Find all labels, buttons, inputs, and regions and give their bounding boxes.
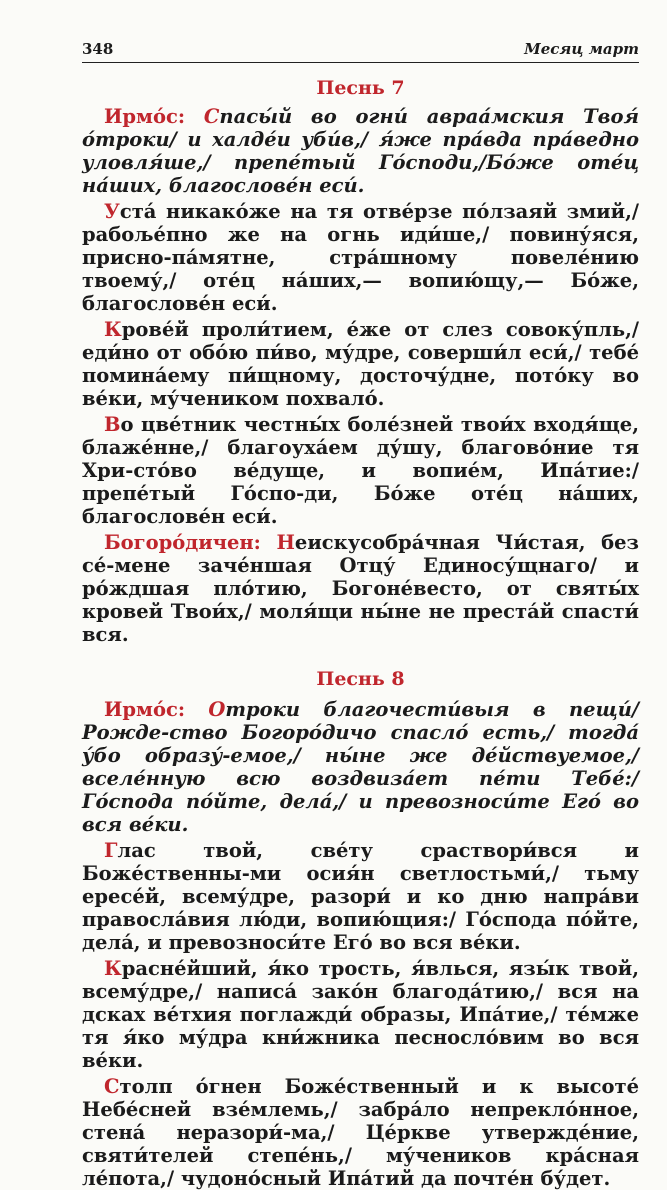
drop-initial: О xyxy=(208,698,226,721)
troparion-text: расне́йший, я́ко трость, я́влься, язы́к твой, всему́дре,/ написа́ зако́н благода́тию,/ вся на дсках ве́тхия поглажди́ образы, Ипа́тие,/ те́мже тя я́ко му́дра кни́жника песносло́вим во вся ве́ки. xyxy=(82,957,639,1072)
irmos-label: Ирмо́с: xyxy=(104,698,186,721)
troparion-text: о цве́тник честны́х боле́зней твои́х входя́ще, блаже́нне,/ благоуха́ем ду́шу, благово́ние тя Хри-сто́во ве́дуще, и вопие́м, Ипа́тие:/ препе́тый Го́спо-ди, Бо́же оте́ц на́ших, благослове́н еси́. xyxy=(82,413,639,528)
theotokion-label: Богоро́дичен: xyxy=(104,531,261,554)
irmos-text: пасы́й во огни́ авраа́мския Твоя́ о́троки/ и халде́и уби́в,/ я́же пра́вда пра́ведно уловля́ше,/ препе́тый Го́споди,/Бо́же оте́ц на́ших, благослове́н еси́. xyxy=(82,105,639,197)
troparion-text: толп о́гнен Боже́ственный и к высоте́ Небе́сней взе́млемь,/ забра́ло непрекло́нное, стена́ неразори́-ма,/ Це́ркве утвержде́ние, святи́телей степе́нь,/ му́чеников кра́сная ле́пота,/ чудоно́сный Ипа́тий да почте́н бу́дет. xyxy=(82,1075,639,1190)
ode-7-irmos xyxy=(82,105,639,197)
irmos-text: троки благочести́выя в пещи́/ Рожде-ство Богоро́дичо спасло́ есть,/ тогда́ у́бо образу́-емое,/ ны́не же де́йствуемое,/ вселе́нную всю воздвиза́ет пе́ти Тебе́:/ Го́спода по́йте, дела́,/ и превозноси́те Его́ во вся ве́ки. xyxy=(82,698,639,836)
theotokion-text: еискусобра́чная Чи́стая, без се́-мене заче́ншая Отцу́ Единосу́щнаго/ и ро́ждшая пло́тию, Богоне́весто, от святы́х кровей Твои́х,/ моля́щи ны́не не преста́й спасти́ вся. xyxy=(82,531,639,646)
troparion-text: рове́й проли́тием, е́же от слез совоку́пль,/ еди́но от обо́ю пи́во, му́дре, соверши́л еси́,/ тебе́ помина́ему пи́щному, досточу́дне, пото́ку во ве́ки, му́чеником похвало́. xyxy=(82,318,639,410)
ode-7-title: Песнь 7 xyxy=(316,77,405,99)
page-number: 348 xyxy=(82,40,114,58)
ode-8-troparion-3 xyxy=(82,1075,639,1190)
ode-7-troparion-1 xyxy=(82,200,639,315)
troparion-text: лас твой, све́ту сраствори́вся и Боже́ственны-ми осия́н светлостьми́,/ тьму ересе́й, всему́дре, разори́ и ко дню напра́ви правосла́вия лю́ди, вопию́щия:/ Го́спода по́йте, дела́, и превозноси́те Его́ во вся ве́ки. xyxy=(82,839,639,954)
drop-initial: Н xyxy=(276,531,295,554)
running-title: Месяц март xyxy=(524,40,639,58)
irmos-label: Ирмо́с: xyxy=(104,105,186,128)
running-head xyxy=(82,40,639,63)
ode-7-theotokion xyxy=(82,531,639,646)
drop-initial: Г xyxy=(104,839,118,862)
drop-initial: С xyxy=(203,105,220,128)
drop-initial: К xyxy=(104,957,122,980)
ode-8-troparion-1 xyxy=(82,839,639,954)
ode-8-title: Песнь 8 xyxy=(316,668,405,690)
drop-initial: В xyxy=(104,413,121,436)
drop-initial: К xyxy=(104,318,122,341)
drop-initial: С xyxy=(104,1075,120,1098)
ode-8-troparion-2 xyxy=(82,957,639,1072)
ode-7-troparion-3 xyxy=(82,413,639,528)
troparion-text: ста́ никако́же на тя отве́рзе по́лзаяй змий,/ рабоље́пно же на огнь иди́ше,/ повину́яся, присно-па́мятне, стра́шному повеле́нию твоему́,/ оте́ц на́ших,— вопию́щу,— Бо́же, благослове́н еси́. xyxy=(82,200,639,315)
ode-8-irmos xyxy=(82,698,639,836)
drop-initial: У xyxy=(104,200,120,223)
ode-7-troparion-2 xyxy=(82,318,639,410)
